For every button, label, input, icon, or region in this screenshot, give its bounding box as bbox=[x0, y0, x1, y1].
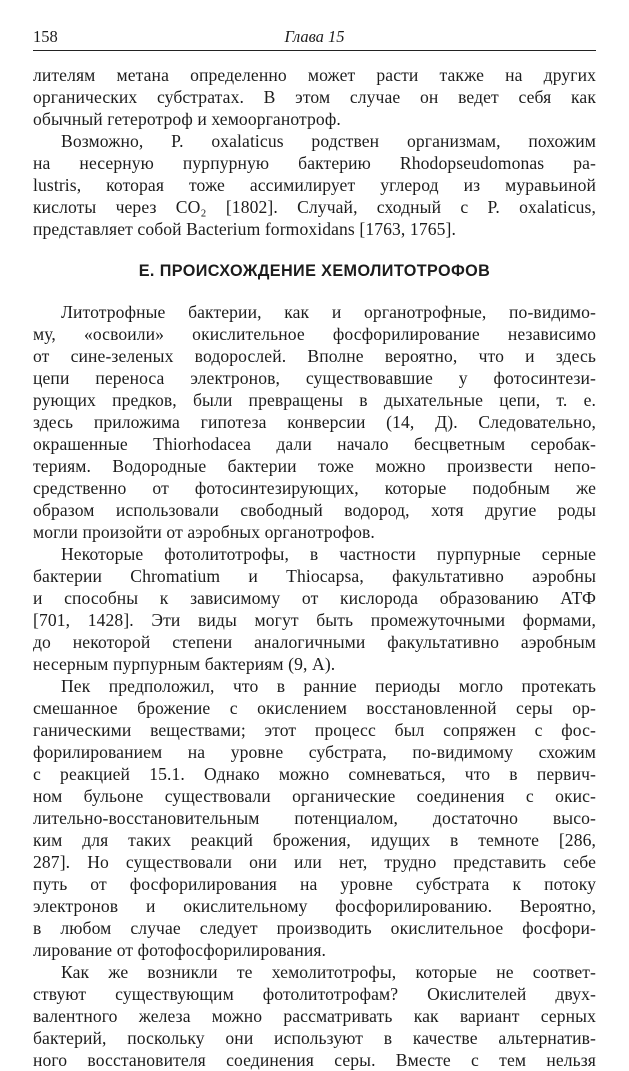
text-line: ствуют существующим фотолитотрофам? Окислителей двух- bbox=[33, 984, 596, 1004]
chapter-title: Глава 15 bbox=[284, 27, 345, 46]
section-heading: Е. ПРОИСХОЖДЕНИЕ ХЕМОЛИТОТРОФОВ bbox=[138, 262, 491, 280]
text-line: валентного железа можно рассматривать как вариант серных bbox=[33, 1006, 596, 1026]
text-line: ном бульоне существовали органические соединения с окис- bbox=[33, 786, 596, 806]
text-line: от сине-зеленых водорослей. Вполне вероятно, что и здесь bbox=[33, 346, 596, 366]
text-line: несерным пурпурным бактериям (9, А). bbox=[33, 654, 336, 674]
text-line: бактерии Chromatium и Thiocapsa, факультативно аэробны bbox=[33, 566, 596, 586]
text-line: Пек предположил, что в ранние периоды могло протекать bbox=[61, 676, 596, 696]
text-line: ким для таких реакций брожения, идущих в темноте [286, bbox=[33, 830, 596, 850]
text-line: бактерий, поскольку они используют в качестве альтернатив- bbox=[33, 1028, 596, 1048]
text-line: му, «освоили» окислительное фосфорилирование независимо bbox=[33, 324, 596, 344]
header-rule bbox=[33, 50, 596, 51]
text-line: окрашенные Thiorhodacea дали начало бесцветным серобак- bbox=[33, 434, 596, 454]
page-number: 158 bbox=[33, 27, 58, 46]
text-line: форилированием на уровне субстрата, по-видимому схожим bbox=[33, 742, 596, 762]
text-line: органических субстратах. В этом случае он ведет себя как bbox=[33, 87, 596, 107]
text-line: здесь приложима гипотеза конверсии (14, Д). Следовательно, bbox=[33, 412, 596, 432]
text-line: [701, 1428]. Эти виды могут быть промежуточными формами, bbox=[33, 610, 596, 630]
text-line: средственно от фотосинтезирующих, которые подобным же bbox=[33, 478, 596, 498]
text-line: электронов и окислительному фосфорилированию. Вероятно, bbox=[33, 896, 596, 916]
text-line: 287]. Но существовали они или нет, трудно представить себе bbox=[33, 852, 596, 872]
text-line: путь от фосфорилирования на уровне субстрата к потоку bbox=[33, 874, 596, 894]
text-line: до некоторой степени аналогичными факультативно аэробным bbox=[33, 632, 596, 652]
text-line: в любом случае следует производить окислительное фосфори- bbox=[33, 918, 596, 938]
text-line: Литотрофные бактерии, как и органотрофные, по-видимо- bbox=[61, 302, 596, 322]
body-text bbox=[33, 64, 596, 1071]
running-header bbox=[33, 25, 596, 49]
text-line: кислоты через CO₂ [1802]. Случай, сходный с P. oxalaticus, bbox=[33, 197, 596, 217]
text-line: с реакцией 15.1. Однако можно сомневаться, что в первич- bbox=[33, 764, 596, 784]
text-line: ганическими веществами; этот процесс был сопряжен с фос- bbox=[33, 720, 596, 740]
text-line: смешанное брожение с окислением восстановленной серы ор- bbox=[33, 698, 596, 718]
text-line: Возможно, P. oxalaticus родствен организмам, похожим bbox=[61, 131, 596, 151]
text-line: и способны к зависимому от кислорода образованию АТФ bbox=[33, 588, 596, 608]
text-line: на несерную пурпурную бактерию Rhodopseudomonas pa- bbox=[33, 153, 596, 173]
text-line: могли произойти от аэробных органотрофов. bbox=[33, 522, 375, 542]
text-line: лителям метана определенно может расти также на других bbox=[33, 65, 596, 85]
text-block-before-heading bbox=[33, 64, 596, 240]
text-line: цепи переноса электронов, существовавшие у фотосинтези- bbox=[33, 368, 596, 388]
text-line: лирование от фотофосфорилирования. bbox=[33, 940, 327, 960]
text-line: Некоторые фотолитотрофы, в частности пурпурные серные bbox=[61, 544, 596, 564]
text-line: ного восстановителя соединения серы. Вместе с тем нельзя bbox=[33, 1050, 596, 1070]
text-line: представляет собой Bacterium formoxidans [1763, 1765]. bbox=[33, 219, 456, 239]
text-line: рующих предков, были превращены в дыхательные цепи, т. е. bbox=[33, 390, 596, 410]
text-line: lustris, которая тоже ассимилирует углерод из муравьиной bbox=[33, 175, 596, 195]
text-line: обычный гетеротроф и хемоорганотроф. bbox=[33, 109, 341, 129]
text-line: лительно-восстановительным потенциалом, достаточно высо- bbox=[33, 808, 596, 828]
text-line: образом использовали свободный водород, хотя другие роды bbox=[33, 500, 596, 520]
text-line: териям. Водородные бактерии тоже можно произвести непо- bbox=[33, 456, 596, 476]
text-line: Как же возникли те хемолитотрофы, которые не соответ- bbox=[61, 962, 596, 982]
text-block-after-heading bbox=[33, 301, 596, 1071]
